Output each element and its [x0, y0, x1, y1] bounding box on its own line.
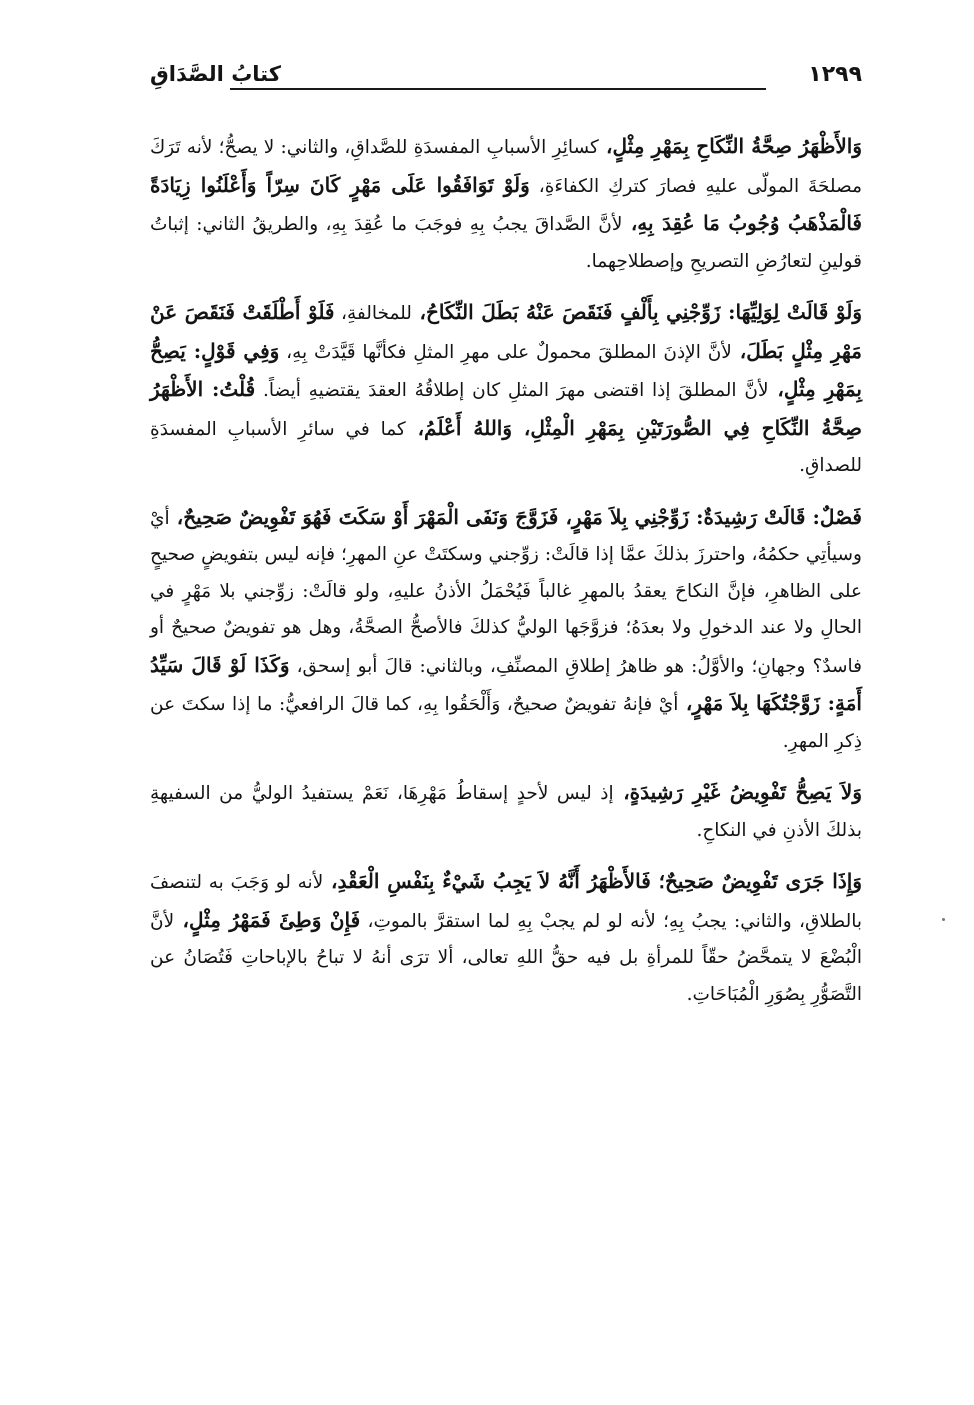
commentary-text: لأنَّ الصَّداقَ يجبُ بِهِ فوجَبَ ما عُقِدَ بِهِ، والطريقُ الثاني: إثباتُ قولينِ لتعارُضِ التصريحِ وإصطلاحِهما.: [150, 214, 862, 272]
commentary-text: إذ ليس لأحدٍ إسقاطُ مَهْرِهَا، نَعَمْ يستفيدُ الوليُّ من السفيهةِ بذلكَ الأذنِ في النكاحِ.: [150, 783, 862, 841]
matn-text: وَفِي قَوْلٍ: يَصِحُّ بِمَهْرِ مِثْلٍ،: [150, 338, 862, 401]
matn-text: فَصْلٌ: قَالَتْ رَشِيدَةٌ: زَوِّجْنِي بِلاَ مَهْرٍ، فَزَوَّجَ وَنَفَى الْمَهْرَ أَوْ سَكَتَ فَهُوَ تَفْوِيضٌ صَحِيحٌ،: [169, 504, 862, 529]
page-body: [150, 128, 862, 1338]
matn-text: فَلَوْ أَطْلَقَتْ فَنَقَصَ عَنْ مَهْرِ مِثْلٍ بَطَلَ،: [150, 300, 862, 363]
margin-speck: [942, 918, 945, 921]
commentary-text: لأنه لو وَجَبَ به لتنصفَ بالطلاقِ، والثاني: يجبُ بِهِ؛ لأنه لو لم يجبْ بِهِ لما استقرَّ بالموتِ،: [150, 872, 862, 932]
paragraph: [150, 774, 862, 849]
commentary-text: أيْ فإنهُ تفويضٌ صحيحٌ، وَأَلْحَقُوا بِهِ، كما قالَ الرافعيُّ: ما إذا سكتَ عن ذِكرِ المهرِ.: [150, 694, 862, 752]
matn-text: وَلَوْ تَوَافَقُوا عَلَى مَهْرٍ كَانَ سِرّاً وَأَعْلَنُوا زِيَادَةً فَالْمَذْهَبُ وُجُوبُ مَا عُقِدَ بِهِ،: [150, 172, 862, 235]
paragraph: [150, 128, 862, 280]
book-title: كتابُ الصَّدَاقِ: [150, 62, 281, 86]
commentary-text: كسائِرِ الأسبابِ المفسدَةِ للصَّداقِ، والثاني: لا يصحُّ؛ لأنه تَرَكَ مصلحَةَ المولّى عليهِ فصارَ كتركِ الكفاءَةِ،: [150, 137, 862, 197]
commentary-text: للمخالفةِ،: [334, 303, 412, 324]
page-number: ١٢٩٩: [808, 62, 862, 87]
running-header: [150, 60, 862, 94]
commentary-text: كما في سائرِ الأسبابِ المفسدَةِ للصداقِ.: [150, 418, 862, 476]
matn-text: وَإِذَا جَرَى تَفْوِيضٌ صَحِيحٌ؛ فَالأَظْهَرُ أَنَّهُ لاَ يَجِبُ شَيْءٌ بِنَفْسِ الْعَقْدِ،: [323, 869, 862, 893]
matn-text: وَكَذَا لَوْ قَالَ سَيِّدُ أَمَةٍ: زَوَّجْتُكَهَا بِلاَ مَهْرٍ،: [150, 652, 862, 715]
paragraph: [150, 294, 862, 485]
commentary-text: لأنَّ المطلقَ إذا اقتضى مهرَ المثلِ كان إطلاقُهُ العقدَ يقتضيهِ أيضاً.: [255, 380, 769, 401]
matn-text: وَلاَ يَصِحُّ تَفْوِيضُ غَيْرِ رَشِيدَةٍ،: [613, 780, 862, 804]
commentary-text: لأنَّ الإذنَ المطلقَ محمولٌ على مهرِ المثلِ فكأنَّها قَيَّدَتْ بِهِ،: [279, 341, 732, 363]
matn-text: فَإِنْ وَطِئَ فَمَهْرُ مِثْلٍ،: [174, 907, 361, 932]
matn-text: وَالأَظْهَرُ صِحَّةُ النِّكَاحِ بِمَهْرِ مِثْلٍ،: [598, 134, 862, 158]
commentary-text: لأنَّ الْبُضْعَ لا يتمحَّضُ حقّاً للمرأةِ بل فيه حقُّ اللهِ تعالى، ألا ترَى أنهُ لا تباحُ بالإباحاتِ فَتُصَانُ عن التَّصَوُّرِ بِصُوَرِ الْمُبَاحَاتِ.: [150, 910, 862, 1005]
matn-text: وَلَوْ قَالَتْ لِوَلِيِّهَا: زَوِّجْنِي بِأَلْفٍ فَنَقَصَ عَنْهُ بَطَلَ النِّكَاحُ،: [411, 300, 862, 324]
matn-text: قُلْتُ: الأَظْهَرُ صِحَّةُ النِّكَاحِ فِي الصُّورَتَيْنِ بِمَهْرِ الْمِثْلِ، وَاللهُ أَعْلَمُ،: [150, 377, 862, 440]
commentary-text: أيْ وسيأتِي حكمُهُ، واحترزَ بذلكَ عمَّا إذا قالَتْ: زوِّجني وسكتَتْ عنِ المهرِ؛ فإنه ليس بتفويضٍ صحيحٍ على الظاهرِ، فإنَّ النكاحَ يعقدُ بالمهرِ غالباً فَيُحْمَلُ الأذنُ عليهِ، ولو قالَتْ: زوِّجني بلا مَهْرٍ في الحالِ ولا عند الدخولِ ولا بعدَهُ؛ فزوَّجَها الوليُّ كذلكَ فالأصحُّ الصحَّةُ، وهل هو تفويضٌ صحيحٌ أو فاسدٌ؟ وجهانِ؛ والأوَّلُ: هو ظاهرُ إطلاقِ المصنِّفِ، وبالثاني: قالَ أبو إسحق،: [150, 507, 863, 677]
paragraph: [150, 863, 862, 1013]
paragraph: [150, 499, 862, 761]
header-rule: [230, 88, 766, 90]
